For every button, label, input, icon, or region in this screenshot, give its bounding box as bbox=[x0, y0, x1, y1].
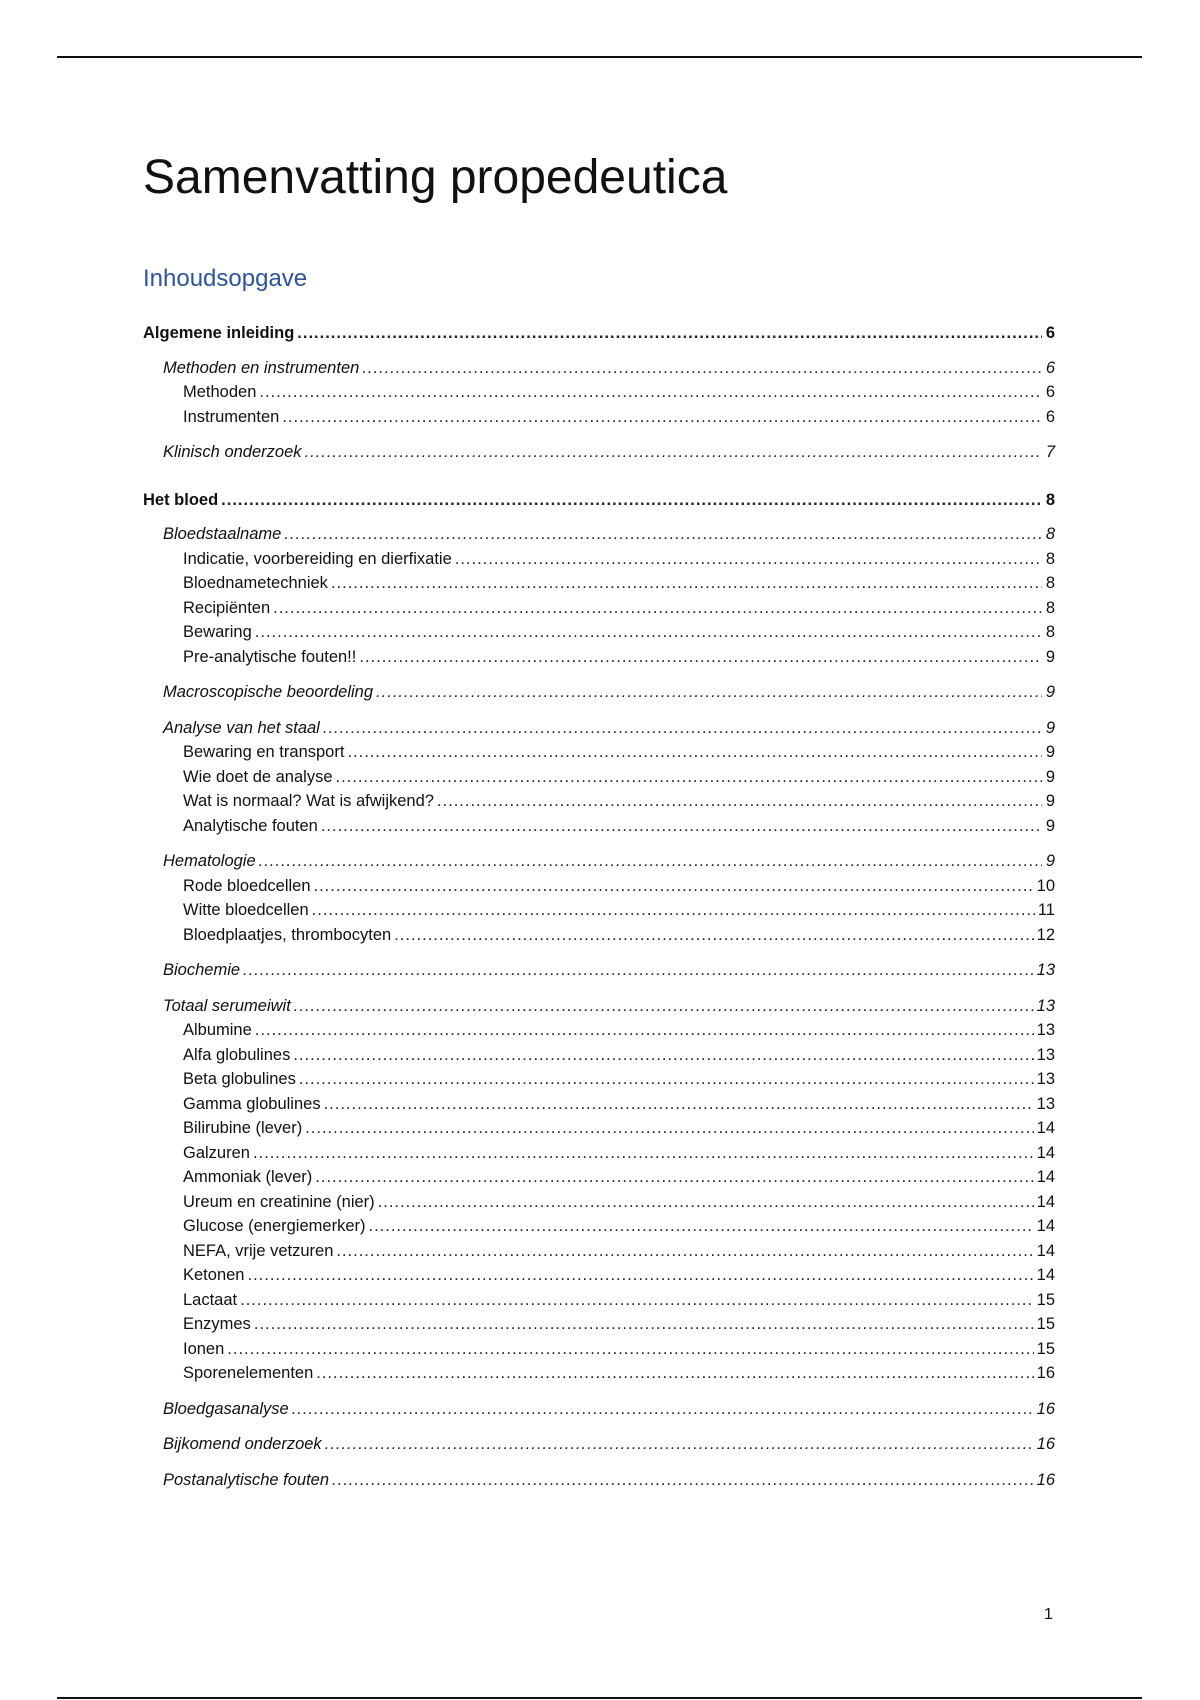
toc-entry-totaal-serumeiwit[interactable] bbox=[143, 994, 1055, 1019]
toc-label: Alfa globulines bbox=[183, 1045, 291, 1064]
toc-page-number: 9 bbox=[1045, 792, 1055, 810]
toc-label: Bijkomend onderzoek bbox=[163, 1435, 322, 1453]
toc-label: Klinisch onderzoek bbox=[163, 443, 302, 461]
toc-page-number: 13 bbox=[1036, 1094, 1055, 1113]
toc-label: Glucose (energiemerker) bbox=[183, 1217, 366, 1235]
toc-page-number: 11 bbox=[1037, 901, 1055, 919]
toc-page-number: 16 bbox=[1036, 1470, 1055, 1489]
dot-leader bbox=[325, 1432, 1034, 1456]
toc-page-number: 13 bbox=[1036, 996, 1055, 1015]
toc-page-number: 13 bbox=[1036, 1070, 1055, 1088]
dot-leader bbox=[284, 522, 1042, 546]
toc-entry-bewaring[interactable] bbox=[143, 620, 1055, 645]
toc-page-number: 14 bbox=[1036, 1217, 1055, 1235]
toc-entry-analytische-fouten[interactable] bbox=[143, 814, 1055, 839]
toc-page-number: 14 bbox=[1036, 1143, 1055, 1162]
dot-leader bbox=[282, 405, 1042, 429]
dot-leader bbox=[332, 1468, 1034, 1492]
toc-label: Bewaring en transport bbox=[183, 743, 345, 761]
dot-leader bbox=[321, 814, 1042, 838]
toc-page-number: 14 bbox=[1036, 1119, 1055, 1137]
toc-entry-alfa-globulines[interactable] bbox=[143, 1043, 1055, 1068]
toc-page-number: 14 bbox=[1036, 1241, 1055, 1260]
dot-leader bbox=[240, 1288, 1034, 1312]
toc-entry-pre-analytische-fouten[interactable] bbox=[143, 645, 1055, 670]
toc-label: Bloedplaatjes, thrombocyten bbox=[183, 925, 392, 944]
toc-page-number: 14 bbox=[1036, 1192, 1055, 1211]
toc-entry-instrumenten[interactable] bbox=[143, 405, 1055, 430]
toc-label: Hematologie bbox=[163, 852, 256, 870]
toc-entry-algemene-inleiding[interactable] bbox=[143, 321, 1055, 346]
toc-label: Pre-analytische fouten!! bbox=[183, 647, 357, 666]
toc-label: Biochemie bbox=[163, 961, 241, 979]
toc-entry-bilirubine[interactable] bbox=[143, 1116, 1055, 1141]
toc-page-number: 8 bbox=[1045, 598, 1055, 617]
toc-label: Wat is normaal? Wat is afwijkend? bbox=[183, 792, 434, 810]
toc-label: Methoden en instrumenten bbox=[163, 358, 360, 377]
toc-entry-gamma-globulines[interactable] bbox=[143, 1092, 1055, 1117]
dot-leader bbox=[243, 958, 1034, 982]
toc-entry-methoden[interactable] bbox=[143, 380, 1055, 405]
toc-label: Lactaat bbox=[183, 1290, 238, 1309]
dot-leader bbox=[323, 716, 1042, 740]
toc-entry-beta-globulines[interactable] bbox=[143, 1067, 1055, 1092]
toc-label: Ammoniak (lever) bbox=[183, 1168, 313, 1186]
toc-entry-bloednametechniek[interactable] bbox=[143, 571, 1055, 596]
dot-leader bbox=[331, 571, 1042, 595]
dot-leader bbox=[394, 923, 1033, 947]
table-of-contents bbox=[143, 321, 1055, 1492]
toc-page-number: 16 bbox=[1036, 1435, 1055, 1453]
dot-leader bbox=[255, 1018, 1034, 1042]
toc-entry-hematologie[interactable] bbox=[143, 849, 1055, 874]
toc-page-number: 9 bbox=[1045, 767, 1055, 786]
toc-label: Ionen bbox=[183, 1339, 225, 1358]
toc-entry-macroscopische-beoordeling[interactable] bbox=[143, 680, 1055, 705]
dot-leader bbox=[221, 488, 1042, 512]
toc-page-number: 15 bbox=[1036, 1315, 1055, 1333]
toc-entry-lactaat[interactable] bbox=[143, 1288, 1055, 1313]
toc-page-number: 13 bbox=[1036, 961, 1055, 979]
dot-leader bbox=[247, 1263, 1033, 1287]
dot-leader bbox=[259, 380, 1042, 404]
toc-label: Algemene inleiding bbox=[143, 324, 295, 342]
dot-leader bbox=[259, 849, 1042, 873]
dot-leader bbox=[254, 1312, 1034, 1336]
document-title: Samenvatting propedeutica bbox=[143, 151, 728, 204]
toc-label: Enzymes bbox=[183, 1315, 251, 1333]
toc-label: Witte bloedcellen bbox=[183, 901, 309, 919]
toc-page-number: 8 bbox=[1045, 525, 1055, 543]
toc-page-number: 9 bbox=[1045, 852, 1055, 870]
toc-page-number: 9 bbox=[1045, 683, 1055, 701]
dot-leader bbox=[255, 620, 1042, 644]
toc-label: Indicatie, voorbereiding en dierfixatie bbox=[183, 549, 452, 568]
toc-page-number: 15 bbox=[1036, 1339, 1055, 1358]
toc-entry-albumine[interactable] bbox=[143, 1018, 1055, 1043]
toc-entry-indicatie[interactable] bbox=[143, 547, 1055, 572]
toc-label: Totaal serumeiwit bbox=[163, 996, 291, 1015]
dot-leader bbox=[359, 645, 1042, 669]
toc-entry-wie-doet-de-analyse[interactable] bbox=[143, 765, 1055, 790]
toc-page-number: 16 bbox=[1036, 1364, 1055, 1382]
toc-page-number: 15 bbox=[1036, 1290, 1055, 1309]
dot-leader bbox=[299, 1067, 1034, 1091]
toc-label: Analytische fouten bbox=[183, 816, 318, 835]
dot-leader bbox=[314, 874, 1034, 898]
toc-page-number: 9 bbox=[1045, 816, 1055, 835]
toc-entry-het-bloed[interactable] bbox=[143, 488, 1055, 513]
dot-leader bbox=[362, 356, 1042, 380]
toc-page-number: 6 bbox=[1045, 358, 1055, 377]
toc-page-number: 9 bbox=[1045, 647, 1055, 666]
toc-entry-nefa[interactable] bbox=[143, 1239, 1055, 1264]
dot-leader bbox=[253, 1141, 1034, 1165]
dot-leader bbox=[305, 440, 1043, 464]
toc-heading: Inhoudsopgave bbox=[143, 265, 308, 292]
toc-label: Sporenelementen bbox=[183, 1364, 314, 1382]
dot-leader bbox=[347, 740, 1042, 764]
toc-page-number: 14 bbox=[1036, 1168, 1055, 1186]
dot-leader bbox=[378, 1190, 1034, 1214]
toc-page-number: 13 bbox=[1036, 1021, 1055, 1039]
toc-entry-wat-is-normaal[interactable] bbox=[143, 789, 1055, 814]
dot-leader bbox=[315, 1165, 1033, 1189]
dot-leader bbox=[297, 321, 1042, 345]
toc-label: Ketonen bbox=[183, 1266, 245, 1284]
dot-leader bbox=[294, 994, 1034, 1018]
toc-label: Wie doet de analyse bbox=[183, 767, 333, 786]
toc-entry-sporenelementen[interactable] bbox=[143, 1361, 1055, 1386]
dot-leader bbox=[376, 680, 1042, 704]
toc-label: Instrumenten bbox=[183, 407, 280, 426]
toc-page-number: 9 bbox=[1045, 743, 1055, 761]
toc-entry-galzuren[interactable] bbox=[143, 1141, 1055, 1166]
toc-entry-bloedgasanalyse[interactable] bbox=[143, 1397, 1055, 1422]
dot-leader bbox=[312, 898, 1035, 922]
toc-entry-postanalytische-fouten[interactable] bbox=[143, 1468, 1055, 1493]
dot-leader bbox=[336, 765, 1042, 789]
toc-page-number: 6 bbox=[1045, 407, 1055, 426]
toc-entry-recipienten[interactable] bbox=[143, 596, 1055, 621]
toc-page-number: 14 bbox=[1036, 1266, 1055, 1284]
toc-label: Ureum en creatinine (nier) bbox=[183, 1192, 375, 1211]
dot-leader bbox=[293, 1043, 1033, 1067]
toc-label: Bloednametechniek bbox=[183, 574, 328, 592]
toc-entry-bijkomend-onderzoek[interactable] bbox=[143, 1432, 1055, 1457]
page-number: 1 bbox=[1044, 1606, 1053, 1623]
toc-entry-ionen[interactable] bbox=[143, 1337, 1055, 1362]
toc-entry-bloedstaalname[interactable] bbox=[143, 522, 1055, 547]
toc-entry-glucose[interactable] bbox=[143, 1214, 1055, 1239]
toc-label: Recipiënten bbox=[183, 598, 271, 617]
toc-page-number: 13 bbox=[1036, 1045, 1055, 1064]
dot-leader bbox=[336, 1239, 1033, 1263]
dot-leader bbox=[368, 1214, 1033, 1238]
toc-page-number: 10 bbox=[1036, 876, 1055, 895]
toc-label: NEFA, vrije vetzuren bbox=[183, 1241, 334, 1260]
toc-label: Het bloed bbox=[143, 490, 219, 509]
toc-label: Rode bloedcellen bbox=[183, 876, 311, 895]
toc-entry-bloedplaatjes[interactable] bbox=[143, 923, 1055, 948]
toc-label: Macroscopische beoordeling bbox=[163, 683, 374, 701]
toc-page-number: 16 bbox=[1036, 1399, 1055, 1418]
toc-entry-rode-bloedcellen[interactable] bbox=[143, 874, 1055, 899]
toc-label: Bloedgasanalyse bbox=[163, 1399, 289, 1418]
toc-page-number: 8 bbox=[1045, 490, 1055, 509]
toc-label: Gamma globulines bbox=[183, 1094, 321, 1113]
toc-entry-biochemie[interactable] bbox=[143, 958, 1055, 983]
toc-page-number: 12 bbox=[1036, 925, 1055, 944]
toc-page-number: 6 bbox=[1045, 324, 1055, 342]
toc-label: Albumine bbox=[183, 1021, 252, 1039]
toc-label: Beta globulines bbox=[183, 1070, 296, 1088]
toc-page-number: 8 bbox=[1045, 623, 1055, 641]
toc-entry-bewaring-en-transport[interactable] bbox=[143, 740, 1055, 765]
toc-page-number: 6 bbox=[1045, 383, 1055, 401]
dot-leader bbox=[292, 1397, 1034, 1421]
dot-leader bbox=[273, 596, 1042, 620]
toc-entry-witte-bloedcellen[interactable] bbox=[143, 898, 1055, 923]
toc-entry-analyse-van-het-staal[interactable] bbox=[143, 716, 1055, 741]
dot-leader bbox=[227, 1337, 1033, 1361]
dot-leader bbox=[316, 1361, 1033, 1385]
footer-rule bbox=[57, 1697, 1142, 1699]
toc-entry-methoden-en-instrumenten[interactable] bbox=[143, 356, 1055, 381]
dot-leader bbox=[324, 1092, 1034, 1116]
dot-leader bbox=[305, 1116, 1033, 1140]
toc-page-number: 8 bbox=[1045, 574, 1055, 592]
toc-label: Postanalytische fouten bbox=[163, 1470, 330, 1489]
toc-label: Bilirubine (lever) bbox=[183, 1119, 303, 1137]
dot-leader bbox=[455, 547, 1042, 571]
toc-entry-enzymes[interactable] bbox=[143, 1312, 1055, 1337]
toc-page-number: 9 bbox=[1045, 718, 1055, 737]
toc-label: Methoden bbox=[183, 383, 257, 401]
toc-page-number: 7 bbox=[1045, 443, 1055, 461]
toc-label: Galzuren bbox=[183, 1143, 250, 1162]
toc-label: Analyse van het staal bbox=[163, 718, 320, 737]
toc-entry-ammoniak[interactable] bbox=[143, 1165, 1055, 1190]
toc-label: Bloedstaalname bbox=[163, 525, 282, 543]
header-rule bbox=[57, 56, 1142, 58]
toc-entry-klinisch-onderzoek[interactable] bbox=[143, 440, 1055, 465]
dot-leader bbox=[437, 789, 1042, 813]
toc-entry-ureum-en-creatinine[interactable] bbox=[143, 1190, 1055, 1215]
toc-entry-ketonen[interactable] bbox=[143, 1263, 1055, 1288]
toc-page-number: 8 bbox=[1045, 549, 1055, 568]
toc-label: Bewaring bbox=[183, 623, 252, 641]
